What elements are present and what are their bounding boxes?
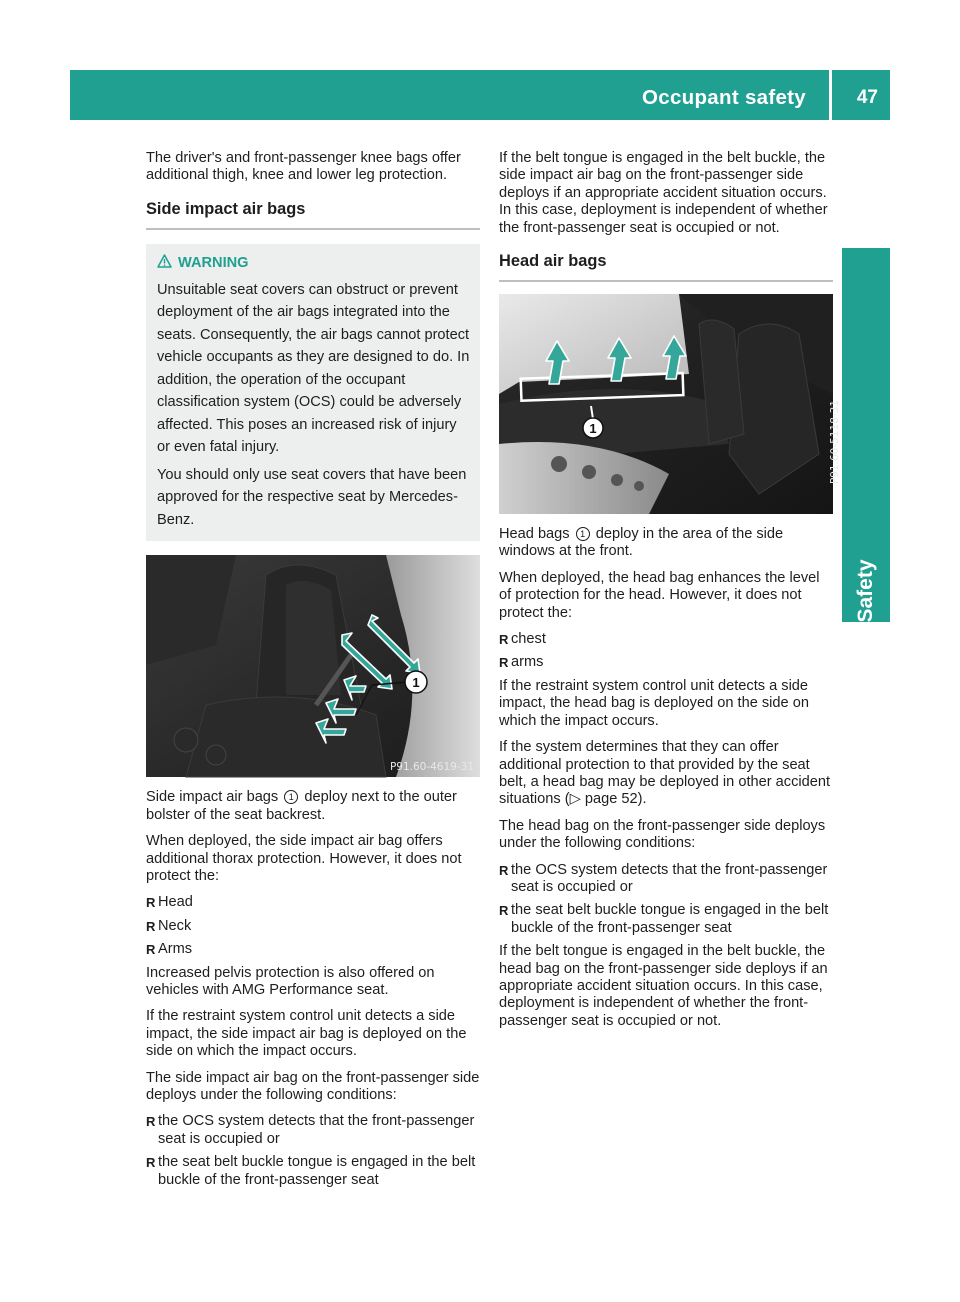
protection-list bbox=[146, 894, 480, 958]
head-airbag-figure bbox=[499, 294, 841, 514]
protection-list bbox=[499, 631, 833, 672]
warning-label: WARNING bbox=[178, 254, 249, 271]
intro-paragraph: The driver's and front-passenger knee bags offer additional thigh, knee and lower leg protection. bbox=[146, 150, 461, 184]
list-item: R the OCS system detects that the front-passenger seat is occupied or bbox=[146, 1113, 475, 1147]
page-ref-link[interactable]: page 52). bbox=[580, 791, 647, 808]
figure-callout-1: 1 bbox=[412, 675, 420, 691]
figure-callout-1: 1 bbox=[589, 421, 597, 437]
list-item: R chest bbox=[499, 631, 546, 648]
restraint-paragraph: If the restraint system control unit detects a side impact, the side impact air bag is deployed on the side on which the impact occurs. bbox=[146, 1008, 467, 1060]
belt-tongue-paragraph-2: If the belt tongue is engaged in the belt buckle, the head bag on the front-passenger side deploys if an appropriate accident situation occurs. In this case, deployment is independent of whether the front-passenger seat is occupied or not. bbox=[499, 943, 828, 1029]
head-text-a: Head bags bbox=[499, 526, 570, 543]
restraint-paragraph: If the restraint system control unit detects a side impact, the head bag is deployed on the side on which the impact occurs. bbox=[499, 677, 809, 729]
when-deployed-paragraph: When deployed, the side impact air bag offers additional thorax protection. However, it does not protect the: bbox=[146, 833, 462, 884]
warning-text-2: You should only use seat covers that have been approved for the respective seat by Mercedes-Benz. bbox=[157, 466, 467, 528]
side-impact-deploy-paragraph bbox=[146, 789, 480, 824]
left-column bbox=[146, 150, 480, 1195]
list-item: R Arms bbox=[146, 941, 193, 958]
system-paragraph bbox=[499, 739, 833, 809]
list-item: R arms bbox=[499, 654, 544, 671]
head-bags-deploy-paragraph bbox=[499, 526, 833, 561]
list-item: R the seat belt buckle tongue is engaged in the belt buckle of the front-passenger seat bbox=[146, 1154, 476, 1188]
warning-text-1: Unsuitable seat covers can obstruct or prevent deployment of the air bags integrated into the seats. Consequently, the air bags cannot protect vehicle occupants as they are designed to do. In addition, the operation of the occupant classification system (OCS) could be adversely affected. This poses an increased risk of injury or even fatal injury. bbox=[157, 281, 470, 456]
list-item: R Head bbox=[146, 894, 193, 911]
system-text-a: If the system determines that they can offer additional protection to that provided by the seat belt, a head bag may be deployed in other accident situations ( bbox=[499, 739, 831, 808]
list-item: R the OCS system detects that the front-passenger seat is occupied or bbox=[499, 861, 828, 895]
warning-header bbox=[157, 254, 471, 272]
belt-tongue-paragraph: If the belt tongue is engaged in the belt buckle, the side impact air bag on the front-passenger side deploys if an appropriate accident situation occurs. In this case, deployment is independent of whether the front-passenger seat is occupied or not. bbox=[499, 150, 828, 236]
front-passenger-paragraph: The side impact air bag on the front-passenger side deploys under the following conditions: bbox=[146, 1069, 480, 1103]
figure-code: P91.60-5118-31 bbox=[828, 400, 841, 485]
page-title: Occupant safety bbox=[642, 86, 806, 109]
front-passenger-paragraph: The head bag on the front-passenger side deploys under the following conditions: bbox=[499, 817, 826, 852]
warning-triangle-icon bbox=[157, 254, 172, 272]
deploy-text-a: Side impact air bags bbox=[146, 789, 279, 806]
callout-ref-1: 1 bbox=[576, 527, 590, 541]
head-airbag-illustration bbox=[499, 294, 833, 514]
right-column bbox=[499, 150, 841, 1039]
head-text-b: deploy in the area of the side windows at the front. bbox=[499, 526, 784, 560]
page-header bbox=[70, 70, 890, 120]
section-heading-side-impact: Side impact air bags bbox=[146, 199, 480, 230]
section-side-tab bbox=[842, 248, 890, 622]
side-tab-label: Safety bbox=[854, 559, 877, 623]
pelvis-paragraph: Increased pelvis protection is also offered on vehicles with AMG Performance seat. bbox=[146, 964, 435, 998]
page-number: 47 bbox=[856, 87, 878, 108]
list-item: R Neck bbox=[146, 917, 192, 934]
figure-code: P91.60-4619-31 bbox=[389, 761, 474, 774]
conditions-list bbox=[499, 862, 833, 938]
callout-ref-1: 1 bbox=[284, 790, 298, 804]
page-ref-arrow-icon: ▷ bbox=[569, 791, 581, 808]
conditions-list bbox=[146, 1113, 480, 1189]
section-heading-head-airbags: Head air bags bbox=[499, 251, 833, 282]
deploy-text-b: deploy next to the outer bolster of the seat backrest. bbox=[146, 789, 457, 823]
list-item: R the seat belt buckle tongue is engaged in the belt buckle of the front-passenger seat bbox=[499, 902, 829, 936]
when-deployed-paragraph: When deployed, the head bag enhances the level of protection for the head. However, it does not protect the: bbox=[499, 569, 820, 621]
warning-box bbox=[146, 244, 480, 542]
header-divider bbox=[829, 70, 832, 120]
side-airbag-illustration bbox=[146, 555, 480, 777]
side-airbag-figure bbox=[146, 555, 480, 777]
